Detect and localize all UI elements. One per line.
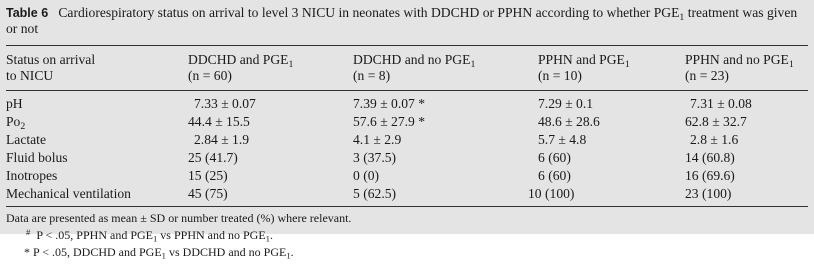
header-col-ddchd-no-pge <box>353 52 475 84</box>
header-subscript: 1 <box>470 58 476 70</box>
cell-ddchd-no-pge: 57.6 ± 27.9 * <box>353 114 426 129</box>
row-label: Lactate <box>6 132 46 147</box>
header-rule <box>6 90 808 91</box>
cell-pphn-pge: 48.6 ± 28.6 <box>538 114 600 129</box>
footnote-star <box>24 245 294 259</box>
header-col-pphn-pge <box>538 52 630 84</box>
header-line2: to NICU <box>6 68 54 83</box>
caption-text-a: Cardiorespiratory status on arrival to level 3 NICU in neonates with DDCHD or PPHN according to whether PGE <box>58 5 680 20</box>
header-text: PPHN and PGE <box>538 52 625 67</box>
cell-ddchd-pge: 7.33 ± 0.07 <box>194 96 256 111</box>
header-subscript: 1 <box>288 58 294 70</box>
header-line2: (n = 10) <box>538 68 582 83</box>
table-label: Table 6 <box>6 6 49 20</box>
row-label: pH <box>6 96 23 111</box>
cell-pphn-pge: 6 (60) <box>538 168 571 183</box>
footnote-subscript: 1 <box>161 250 166 261</box>
cell-pphn-pge: 5.7 ± 4.8 <box>538 132 587 147</box>
cell-pphn-pge: 10 (100) <box>528 186 575 201</box>
row-label: Inotropes <box>6 168 58 183</box>
footnote-text: . <box>269 228 273 242</box>
header-line1 <box>685 52 794 68</box>
row-label-subscript: 2 <box>20 120 26 132</box>
footnote-text: P < .05, DDCHD and PGE <box>33 245 162 259</box>
cell-pphn-no-pge: 16 (69.6) <box>685 168 735 183</box>
header-line2: (n = 60) <box>188 68 232 83</box>
header-col-pphn-no-pge <box>685 52 794 84</box>
cell-ddchd-pge: 15 (25) <box>188 168 228 183</box>
footnote-general: Data are presented as mean ± SD or number treated (%) where relevant. <box>6 211 352 225</box>
cell-pphn-no-pge: 2.8 ± 1.6 <box>690 132 739 147</box>
header-line1: Status on arrival <box>6 52 96 67</box>
cell-ddchd-pge: 45 (75) <box>188 186 228 201</box>
footnote-hash-mark: # <box>26 227 31 238</box>
cell-pphn-no-pge: 7.31 ± 0.08 <box>690 96 752 111</box>
row-label-text: Po <box>6 114 21 129</box>
footnote-text: vs PPHN and no PGE <box>157 228 266 242</box>
row-label: Fluid bolus <box>6 150 68 165</box>
row-label: Mechanical ventilation <box>6 186 131 201</box>
bottom-rule <box>6 206 808 207</box>
top-rule <box>6 45 808 46</box>
caption-text-b: treatment was given or not <box>6 5 798 36</box>
footnote-subscript: 1 <box>152 233 158 244</box>
header-subscript: 1 <box>788 58 794 70</box>
cell-ddchd-pge: 25 (41.7) <box>188 150 238 165</box>
header-text: DDCHD and PGE <box>188 52 289 67</box>
footnote-text: vs DDCHD and no PGE <box>165 245 287 259</box>
caption-subscript: 1 <box>679 11 685 23</box>
cell-ddchd-no-pge: 4.1 ± 2.9 <box>353 132 402 147</box>
footnote-text: P < .05, PPHN and PGE <box>36 228 153 242</box>
cell-ddchd-no-pge: 5 (62.5) <box>353 186 397 201</box>
header-line2: (n = 23) <box>685 68 729 83</box>
cell-pphn-pge: 6 (60) <box>538 150 571 165</box>
cell-ddchd-no-pge: 0 (0) <box>353 168 380 183</box>
header-text: PPHN and no PGE <box>685 52 789 67</box>
header-col-status <box>6 52 95 84</box>
footnote-subscript: 1 <box>286 250 291 261</box>
cell-ddchd-pge: 2.84 ± 1.9 <box>194 132 250 147</box>
footnote-text: . <box>290 245 294 259</box>
header-line1 <box>538 52 630 68</box>
row-label <box>6 114 25 130</box>
footnote-star-mark: * <box>24 245 30 259</box>
header-col-ddchd-pge <box>188 52 293 84</box>
header-subscript: 1 <box>624 58 630 70</box>
cell-pphn-pge: 7.29 ± 0.1 <box>538 96 594 111</box>
cell-ddchd-pge: 44.4 ± 15.5 <box>188 114 250 129</box>
header-line2: (n = 8) <box>353 68 391 83</box>
footnote-hash <box>26 228 273 242</box>
header-text: DDCHD and no PGE <box>353 52 471 67</box>
header-line1 <box>353 52 475 68</box>
header-line1 <box>188 52 293 68</box>
cell-ddchd-no-pge: 7.39 ± 0.07 * <box>353 96 426 111</box>
cell-pphn-no-pge: 14 (60.8) <box>685 150 735 165</box>
cell-pphn-no-pge: 23 (100) <box>685 186 732 201</box>
footnote-subscript: 1 <box>265 233 270 244</box>
cell-ddchd-no-pge: 3 (37.5) <box>353 150 397 165</box>
table-caption <box>6 5 806 37</box>
cell-pphn-no-pge: 62.8 ± 32.7 <box>685 114 747 129</box>
